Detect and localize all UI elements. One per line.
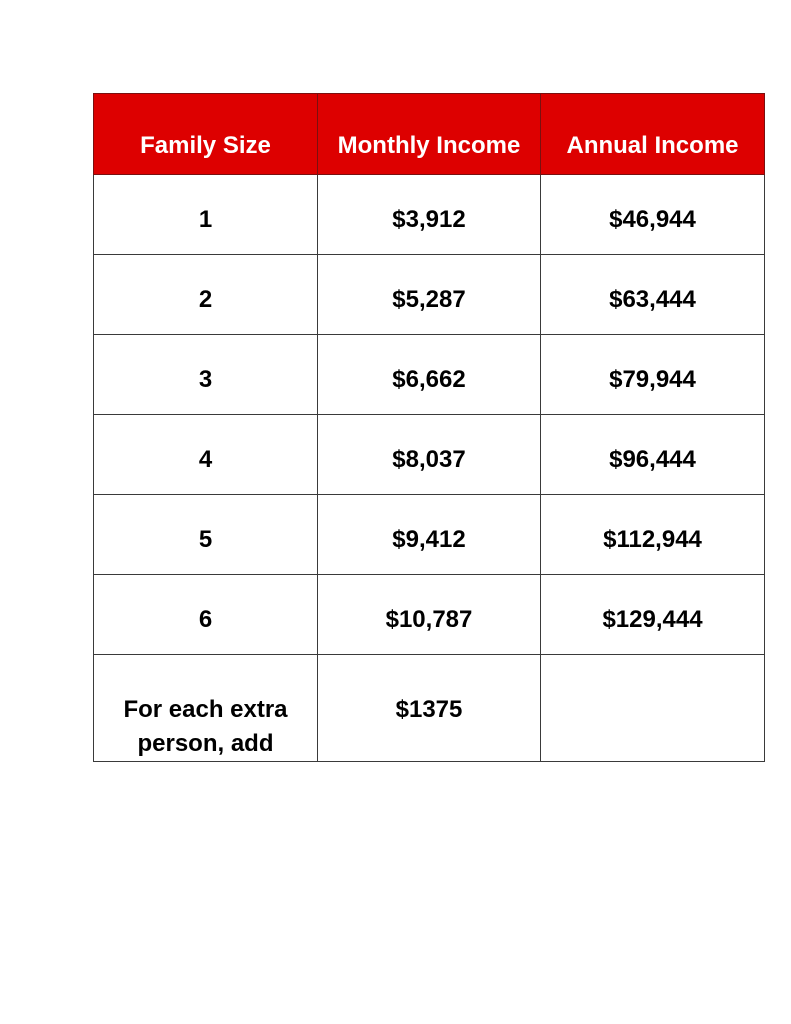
annual-income-cell: $112,944	[541, 495, 765, 575]
monthly-income-cell: $10,787	[318, 575, 541, 655]
header-family-size: Family Size	[94, 94, 318, 175]
extra-person-row	[94, 655, 765, 762]
annual-income-cell: $79,944	[541, 335, 765, 415]
income-table	[93, 93, 765, 762]
header-row	[94, 94, 765, 175]
extra-person-label: For each extra person, add	[94, 655, 318, 762]
extra-person-annual-amount	[541, 655, 765, 762]
annual-income-cell: $129,444	[541, 575, 765, 655]
table-row	[94, 415, 765, 495]
header-monthly-income: Monthly Income	[318, 94, 541, 175]
annual-income-cell: $46,944	[541, 175, 765, 255]
monthly-income-cell: $9,412	[318, 495, 541, 575]
monthly-income-cell: $8,037	[318, 415, 541, 495]
family-size-cell: 3	[94, 335, 318, 415]
monthly-income-cell: $5,287	[318, 255, 541, 335]
annual-income-cell: $63,444	[541, 255, 765, 335]
monthly-income-cell: $3,912	[318, 175, 541, 255]
annual-income-cell: $96,444	[541, 415, 765, 495]
table-row	[94, 175, 765, 255]
family-size-cell: 4	[94, 415, 318, 495]
extra-person-monthly-amount: $1375	[318, 655, 541, 762]
header-annual-income: Annual Income	[541, 94, 765, 175]
table-row	[94, 575, 765, 655]
family-size-cell: 2	[94, 255, 318, 335]
monthly-income-cell: $6,662	[318, 335, 541, 415]
table-row	[94, 335, 765, 415]
family-size-cell: 5	[94, 495, 318, 575]
family-size-cell: 1	[94, 175, 318, 255]
family-size-cell: 6	[94, 575, 318, 655]
table-row	[94, 255, 765, 335]
table-row	[94, 495, 765, 575]
